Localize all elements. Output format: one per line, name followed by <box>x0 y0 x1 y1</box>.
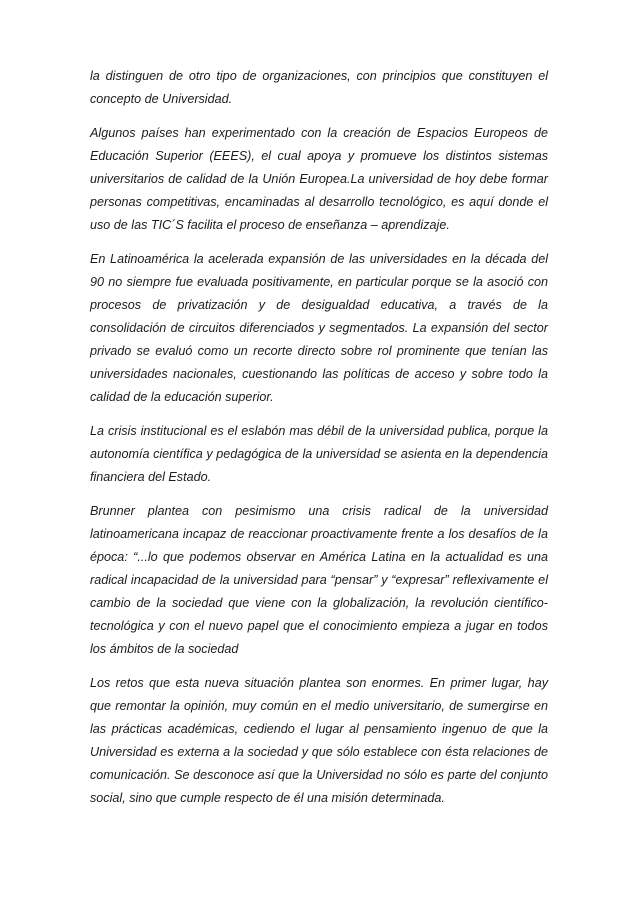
paragraph-latinoamerica: En Latinoamérica la acelerada expansión de las universidades en la década del 90 no siempre fue evaluada positivamente, en particular porque se la asoció con procesos de privatización y de desigualdad educativa, a través de la consolidación de circuitos diferenciados y segmentados. La expansión del sector privado se evaluó como un recorte directo sobre rol prominente que tenían las universidades nacionales, cuestionando las políticas de acceso y sobre todo la calidad de la educación superior. <box>90 252 548 404</box>
paragraph-eees: Algunos países han experimentado con la creación de Espacios Europeos de Educación Superior (EEES), el cual apoya y promueve los distintos sistemas universitarios de calidad de la Unión Europea.La universidad de hoy debe formar personas competitivas, encaminadas al desarrollo tecnológico, es aquí donde el uso de las TIC´S facilita el proceso de enseñanza – aprendizaje. <box>90 126 548 232</box>
paragraph-crisis-institucional: La crisis institucional es el eslabón mas débil de la universidad publica, porque la autonomía científica y pedagógica de la universidad se asienta en la dependencia financiera del Estado. <box>90 424 548 484</box>
paragraph-brunner: Brunner plantea con pesimismo una crisis radical de la universidad latinoamericana incapaz de reaccionar proactivamente frente a los desafíos de la época: “...lo que podemos observar en América Latina en la actualidad es una radical incapacidad de la universidad para “pensar” y “expresar” reflexivamente el cambio de la sociedad que viene con la globalización, la revolución científico-tecnológica y con el nuevo papel que el conocimiento empieza a jugar en todos los ámbitos de la sociedad <box>90 504 548 656</box>
paragraph-continuation: la distinguen de otro tipo de organizaciones, con principios que constituyen el concepto de Universidad. <box>90 69 548 106</box>
document-body <box>90 65 548 810</box>
paragraph-retos: Los retos que esta nueva situación plantea son enormes. En primer lugar, hay que remontar la opinión, muy común en el medio universitario, de sumergirse en las prácticas académicas, cediendo el lugar al pensamiento ingenuo de que la Universidad es externa a la sociedad y que sólo establece con ésta relaciones de comunicación. Se desconoce así que la Universidad no sólo es parte del conjunto social, sino que cumple respecto de él una misión determinada. <box>90 676 548 805</box>
